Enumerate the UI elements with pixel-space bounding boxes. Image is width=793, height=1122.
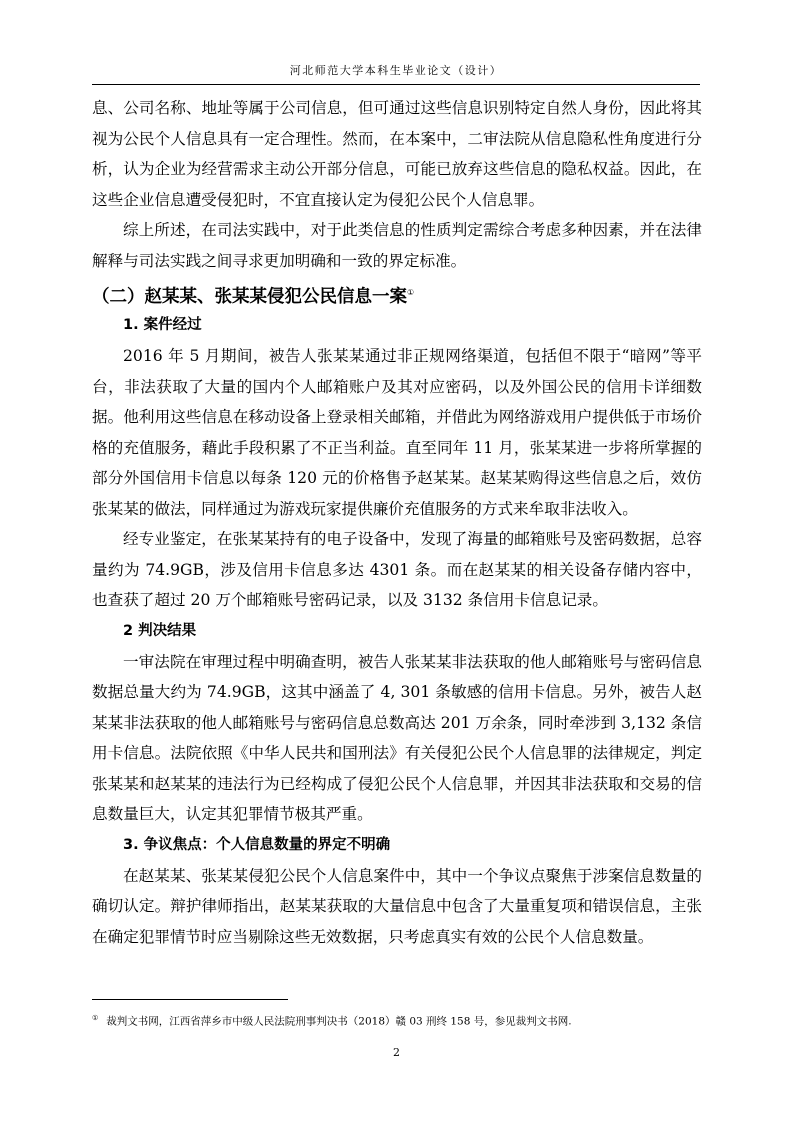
section-heading-text: （二）赵某某、张某某侵犯公民信息一案 [92, 286, 407, 307]
paragraph-appraisal: 经专业鉴定，在张某某持有的电子设备中，发现了海量的邮箱账号及密码数据，总容量约为 74.9GB，涉及信用卡信息多达 4301 条。而在赵某某的相关设备存储内容中，也查获了超过 20 万个邮箱账号密码记录，以及 3132 条信用卡信息记录。 [92, 530, 702, 609]
page-number: 2 [393, 1046, 400, 1059]
paragraph-judgment: 一审法院在审理过程中明确查明，被告人张某某非法获取的他人邮箱账号与密码信息数据总量大约为 74.9GB，这其中涵盖了 4, 301 条敏感的信用卡信息。另外，被告人赵某某非法获取的他人邮箱账号与密码信息总数高达 201 万余条，同时牵涉到 3,132 条信用卡信息。法院依照《中华人民共和国刑法》有关侵犯公民个人信息罪的法律规定，判定张某某和赵某某的违法行为已经构成了侵犯公民个人信息罪，并因其非法获取和交易的信息数量巨大，认定其犯罪情节极其严重。 [92, 652, 702, 823]
subheading-case-facts: 1. 案件经过 [123, 317, 202, 333]
footnote-reference: ① [407, 288, 415, 297]
header-rule [92, 84, 700, 85]
subheading-dispute: 3. 争议焦点：个人信息数量的界定不明确 [123, 836, 391, 853]
footnote [92, 1010, 702, 1030]
paragraph-case-facts: 2016 年 5 月期间，被告人张某某通过非正规网络渠道，包括但不限于“暗网”等平台，非法获取了大量的国内个人邮箱账户及其对应密码，以及外国公民的信用卡详细数据。他利用这些信息在移动设备上登录相关邮箱，并借此为网络游戏用户提供低于市场价格的充值服务，藉此手段积累了不正当利益。直至同年 11 月，张某某进一步将所掌握的部分外国信用卡信息以每条 120 元的价格售予赵某某。赵某某购得这些信息之后，效仿张某某的做法，同样通过为游戏玩家提供廉价充值服务的方式来牟取非法收入。 [92, 347, 702, 518]
footnote-text: 裁判文书网，江西省萍乡市中级人民法院刑事判决书（2018）赣 03 刑终 158 号，参见裁判文书网. [106, 1015, 572, 1028]
paragraph-continued: 息、公司名称、地址等属于公司信息，但可通过这些信息识别特定自然人身份，因此将其视为公民个人信息具有一定合理性。然而，在本案中，二审法院从信息隐私性角度进行分析，认为企业为经营需求主动公开部分信息，可能已放弃这些信息的隐私权益。因此，在这些企业信息遭受侵犯时，不宜直接认定为侵犯公民个人信息罪。 [92, 99, 702, 209]
footnote-mark: ① [92, 1014, 99, 1022]
body-text [92, 93, 702, 952]
paragraph-summary: 综上所述，在司法实践中，对于此类信息的性质判定需综合考虑多种因素，并在法律解释与司法实践之间寻求更加明确和一致的界定标准。 [92, 221, 702, 270]
paragraph-dispute: 在赵某某、张某某侵犯公民个人信息案件中，其中一个争议点聚焦于涉案信息数量的确切认定。辩护律师指出，赵某某获取的大量信息中包含了大量重复项和错误信息，主张在确定犯罪情节时应当剔除这些无效数据，只考虑真实有效的公民个人信息数量。 [92, 866, 702, 946]
subheading-judgment: 2 判决结果 [123, 622, 197, 639]
section-heading [92, 276, 702, 310]
running-header: 河北师范大学本科生毕业论文（设计） [289, 64, 503, 77]
footnote-rule [92, 999, 288, 1000]
